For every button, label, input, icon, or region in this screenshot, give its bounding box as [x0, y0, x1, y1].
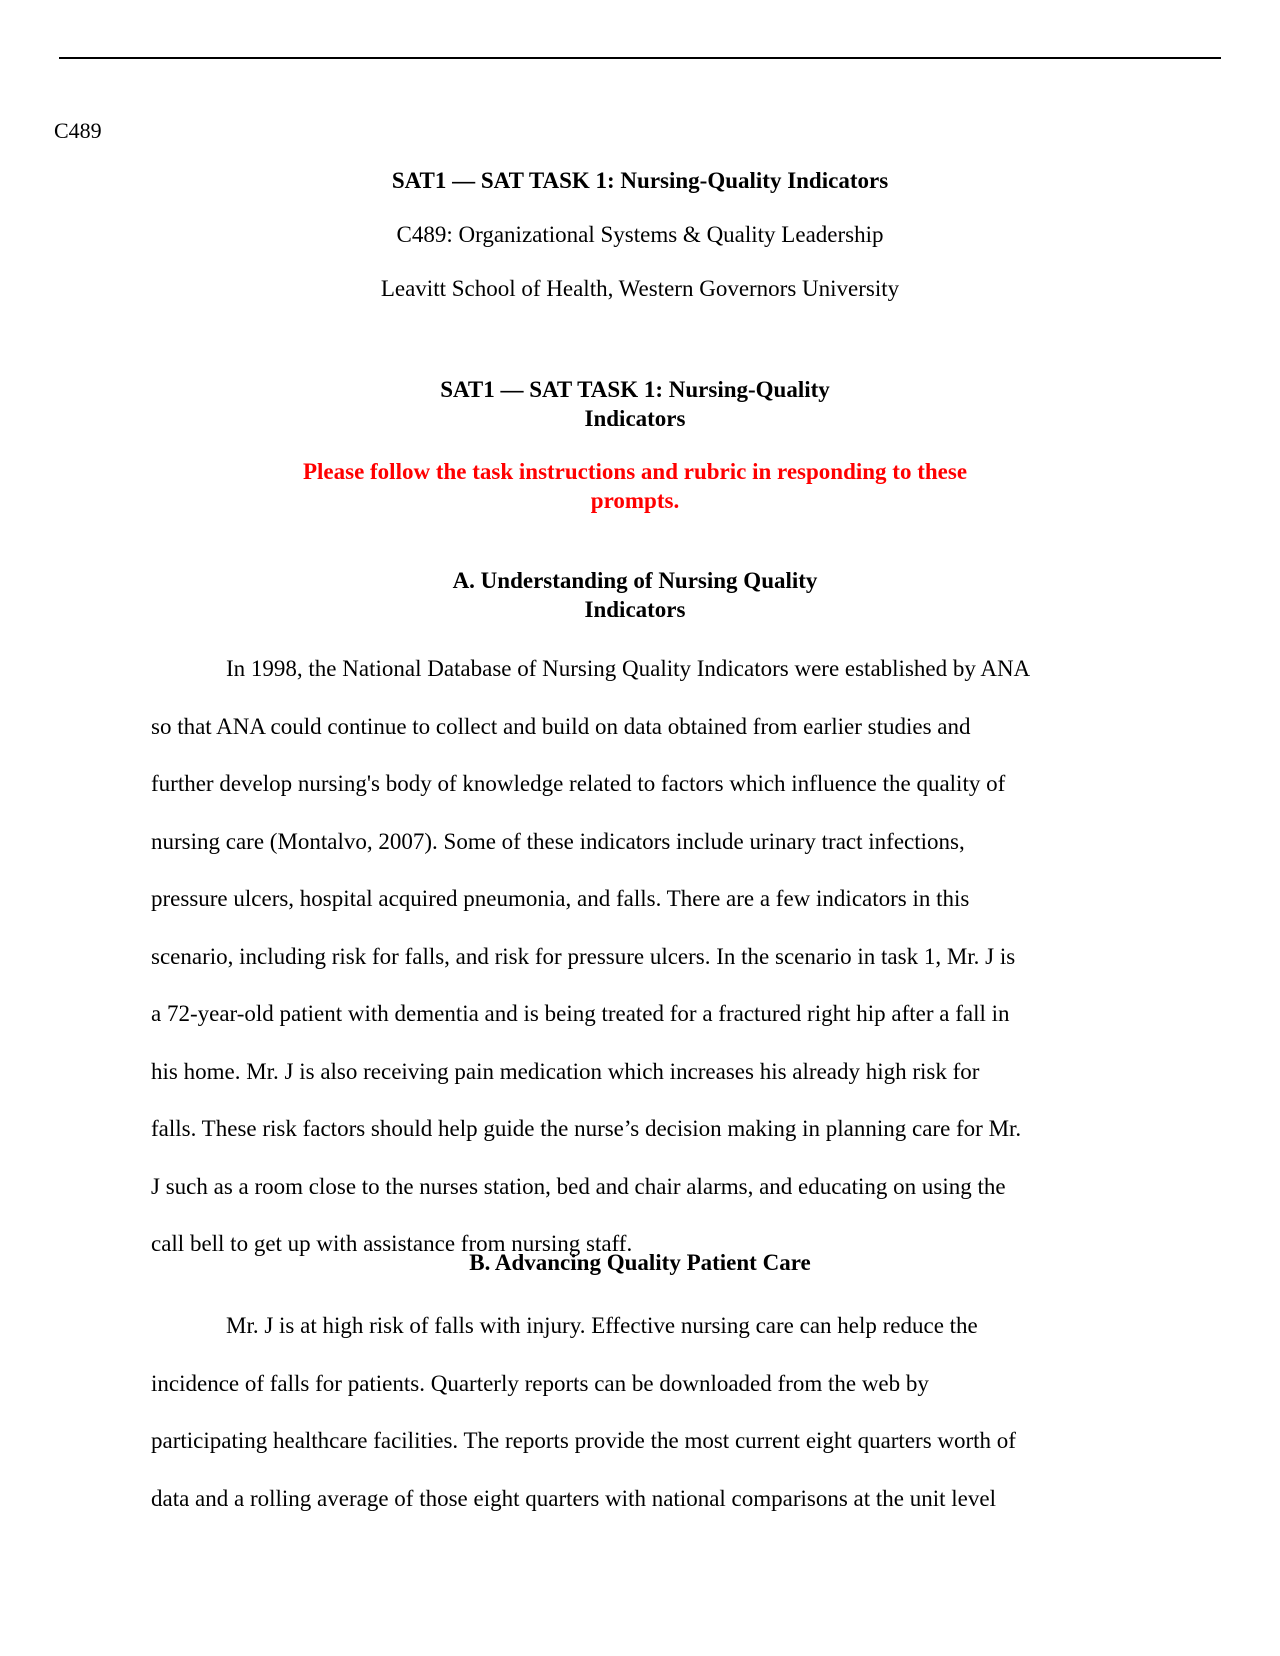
body-title-line2: Indicators	[584, 406, 686, 431]
paragraph-line: his home. Mr. J is also receiving pain medication which increases his already high risk for	[151, 1058, 980, 1084]
section-a-heading	[250, 566, 1020, 624]
title-page-course: C489: Organizational Systems & Quality Leadership	[396, 222, 884, 247]
section-b-heading: B. Advancing Quality Patient Care	[469, 1250, 811, 1275]
paragraph-line	[151, 640, 1131, 698]
paragraph-line: scenario, including risk for falls, and risk for pressure ulcers. In the scenario in task 1, Mr. J is	[151, 943, 1016, 969]
instructions-note	[250, 457, 1020, 515]
section-b-paragraph	[151, 1297, 1131, 1527]
paragraph-line: falls. These risk factors should help guide the nurse’s decision making in planning care for Mr.	[151, 1116, 1022, 1141]
paragraph-line-text: Mr. J is at high risk of falls with injury. Effective nursing care can help reduce the	[226, 1313, 978, 1338]
title-page-school: Leavitt School of Health, Western Governors University	[380, 276, 900, 301]
paragraph-line: J such as a room close to the nurses station, bed and chair alarms, and educating on using the	[151, 1173, 1006, 1199]
paragraph-line: call bell to get up with assistance from nursing staff.	[151, 1231, 633, 1256]
body-title-line1: SAT1 — SAT TASK 1: Nursing-Quality	[440, 377, 830, 402]
paragraph-line: data and a rolling average of those eight quarters with national comparisons at the unit level	[151, 1485, 996, 1511]
section-a-paragraph	[151, 640, 1131, 1273]
title-page-title: SAT1 — SAT TASK 1: Nursing-Quality Indicators	[391, 168, 889, 193]
paragraph-line	[151, 1297, 1131, 1355]
header-course-code: C489	[54, 118, 102, 143]
paragraph-line: incidence of falls for patients. Quarterly reports can be downloaded from the web by	[151, 1370, 929, 1396]
paragraph-line: nursing care (Montalvo, 2007). Some of these indicators include urinary tract infections,	[151, 828, 965, 854]
header-rule	[59, 57, 1221, 59]
instructions-line1: Please follow the task instructions and rubric in responding to these	[302, 459, 968, 484]
paragraph-line-text: In 1998, the National Database of Nursing Quality Indicators were established by ANA	[226, 656, 1031, 681]
paragraph-line: pressure ulcers, hospital acquired pneumonia, and falls. There are a few indicators in this	[151, 886, 970, 911]
paragraph-line: a 72-year-old patient with dementia and is being treated for a fractured right hip after a fall in	[151, 1001, 1010, 1026]
paragraph-line: further develop nursing's body of knowledge related to factors which influence the quality of	[151, 771, 1006, 796]
body-title	[250, 375, 1020, 433]
paragraph-line: participating healthcare facilities. The reports provide the most current eight quarters worth of	[151, 1428, 1016, 1453]
paragraph-line: so that ANA could continue to collect and build on data obtained from earlier studies and	[151, 713, 971, 739]
section-a-heading-line2: Indicators	[584, 597, 686, 622]
instructions-line2: prompts.	[590, 488, 680, 513]
section-a-heading-line1: A. Understanding of Nursing Quality	[452, 568, 818, 593]
